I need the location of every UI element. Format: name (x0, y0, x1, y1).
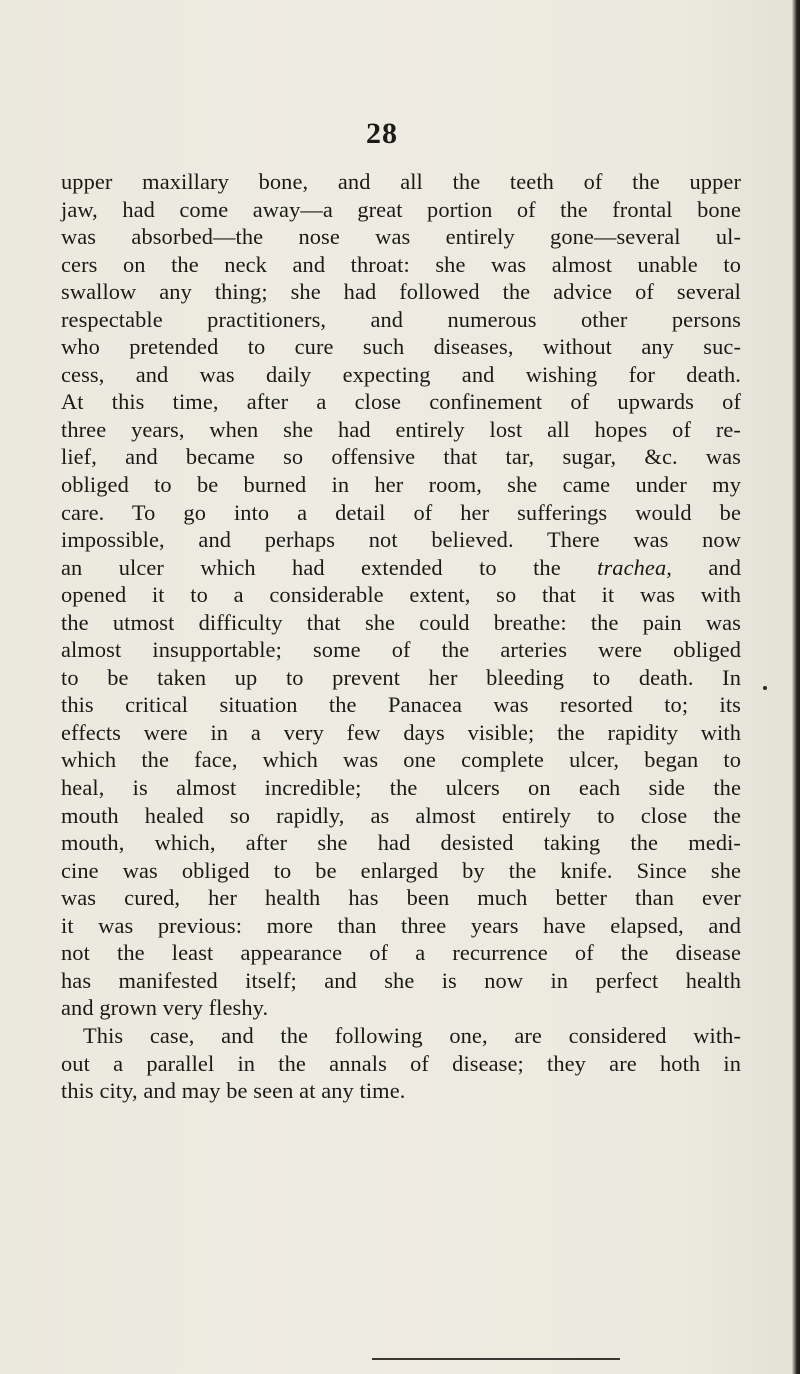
text-line: it was previous: more than three years have elapsed, and (61, 912, 741, 938)
page-edge-shadow (792, 0, 800, 1374)
text-line: opened it to a considerable extent, so that it was with (61, 582, 741, 608)
text-line: cers on the neck and throat: she was almost unable to (61, 251, 741, 277)
paragraph-end-line: and grown very fleshy. (61, 995, 269, 1021)
text-line: jaw, had come away—a great portion of the frontal bone (61, 196, 741, 222)
text-line-with-italic (61, 554, 741, 582)
ink-speck (763, 686, 767, 690)
text-line: upper maxillary bone, and all the teeth of the upper (61, 169, 741, 194)
text-line: effects were in a very few days visible; the rapidity with (61, 719, 741, 745)
text-line: obliged to be burned in her room, she came under my (61, 472, 741, 498)
text-line: not the least appearance of a recurrence of the disease (61, 940, 741, 966)
text-line: who pretended to cure such diseases, without any suc- (61, 334, 741, 360)
text-line: heal, is almost incredible; the ulcers on each side the (61, 775, 741, 801)
bottom-rule (372, 1358, 620, 1360)
text-line: mouth healed so rapidly, as almost entirely to close the (61, 802, 741, 828)
italic-term: trachea, (597, 554, 672, 580)
text-line: out a parallel in the annals of disease; they are hoth in (61, 1050, 741, 1076)
text-line: cess, and was daily expecting and wishing for death. (61, 361, 741, 387)
text-line: to be taken up to prevent her bleeding to death. In (61, 664, 741, 690)
text-line: has manifested itself; and she is now in perfect health (61, 967, 741, 993)
text-line: almost insupportable; some of the arteries were obliged (61, 637, 741, 663)
text-line: respectable practitioners, and numerous other persons (61, 306, 741, 332)
text-line: was cured, her health has been much better than ever (61, 885, 741, 911)
text-line: cine was obliged to be enlarged by the knife. Since she (61, 857, 741, 883)
text-line: lief, and became so offensive that tar, sugar, &c. was (61, 444, 741, 470)
text-segment: an ulcer which had extended to the (61, 554, 598, 580)
body-text (61, 168, 741, 1105)
text-line: care. To go into a detail of her sufferings would be (61, 499, 741, 525)
text-line: this critical situation the Panacea was resorted to; its (61, 692, 741, 718)
text-line: the utmost difficulty that she could breathe: the pain was (61, 609, 741, 635)
paragraph-end-line: this city, and may be seen at any time. (61, 1078, 406, 1104)
text-line: mouth, which, after she had desisted taking the medi- (61, 830, 741, 856)
text-line: This case, and the following one, are considered with- (83, 1022, 741, 1048)
text-segment: and (671, 554, 742, 580)
text-line: At this time, after a close confinement of upwards of (61, 389, 741, 415)
text-line: was absorbed—the nose was entirely gone—several ul- (61, 224, 741, 250)
text-line: swallow any thing; she had followed the advice of several (61, 279, 741, 305)
text-line: impossible, and perhaps not believed. There was now (61, 527, 741, 553)
page-number: 28 (366, 117, 398, 150)
text-line: which the face, which was one complete ulcer, began to (61, 747, 741, 773)
text-line: three years, when she had entirely lost all hopes of re- (61, 416, 741, 442)
